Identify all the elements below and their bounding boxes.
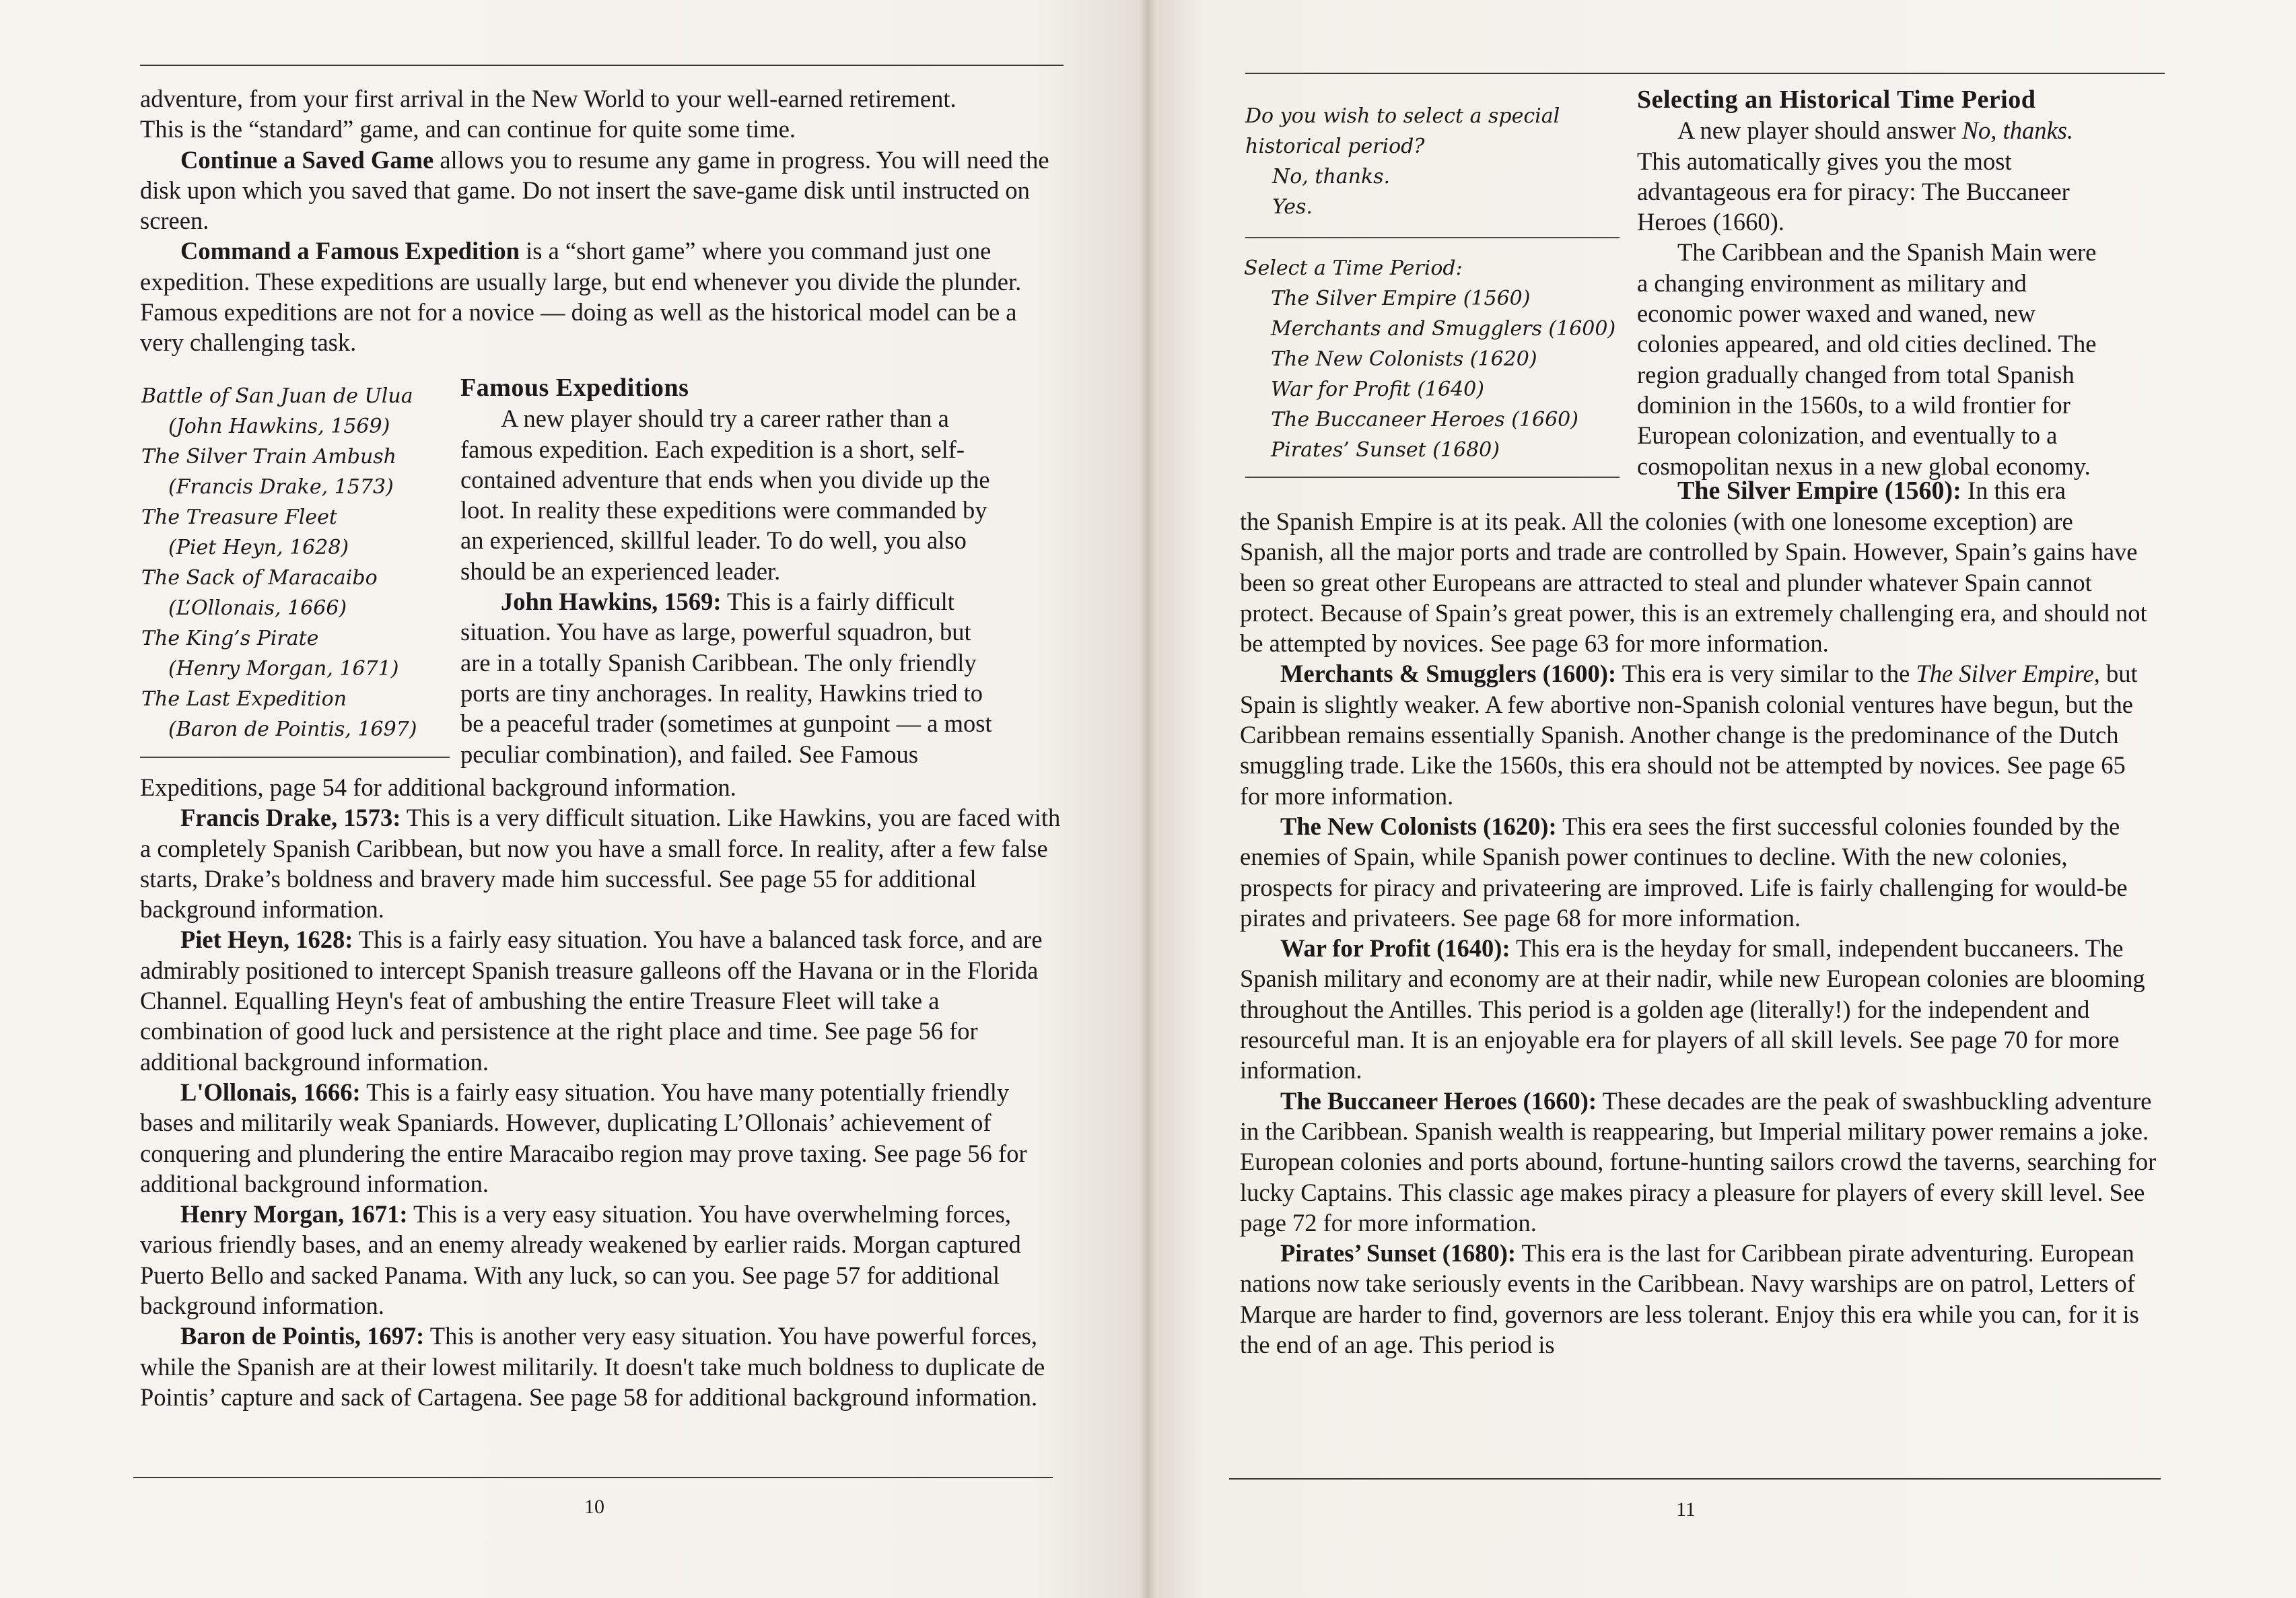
hawkins-text: This is a fairly difficult [721, 588, 954, 616]
morgan-paragraph [140, 1199, 1066, 1321]
silver-paragraph: the Spanish Empire is at its peak. All the colonies (with one lonesome exception) are Spanish, all the major ports and trade are controlled by Spain. However, Spain’s gains have been so great other Europeans are attracted to steal and plunder whatever Spain cannot protect. Because of Spain’s great power, this is an extremely challenging era, and should not be attempted by novices. See page 63 for more information. [1240, 508, 2147, 658]
command-text: is a “short game” where you command just one expedition. These expeditions are usually large, but end whenever you divide the plunder. Famous expeditions are not for a novice — doing as well as the historical model can be a very challenging task. [140, 237, 1022, 357]
famous-line: an experienced, skillful leader. To do well, you also [460, 526, 967, 555]
prompt-question: Do you wish to select a special [1245, 104, 1560, 128]
pointis-paragraph [140, 1321, 1066, 1412]
silver-first-line [1677, 475, 2176, 506]
intro-text: A new player should answer [1677, 116, 1962, 145]
sunset-heading: Pirates’ Sunset (1680): [1280, 1239, 1517, 1267]
intro-line: This is the “standard” game, and can continue for quite some time. [140, 115, 796, 143]
sidebar-rule [1245, 237, 1620, 238]
expedition-name: The Sack of Maracaibo [141, 566, 378, 590]
expedition-leader: (Piet Heyn, 1628) [168, 536, 349, 559]
buccaneer-text: These decades are the peak of swashbuckling adventure in the Caribbean. Spanish wealth is reappearing, but Imperial military power remains a joke. European colonies and ports abound, fortune-hunting sailors crowd the taverns, searching for lucky Captains. This classic age makes piracy a pleasure for players of every skill level. See page 72 for more information. [1240, 1086, 2157, 1237]
famous-column [460, 373, 1066, 769]
section-title: Selecting an Historical Time Period [1637, 85, 2036, 114]
expedition-leader: (Baron de Pointis, 1697) [168, 718, 417, 741]
caribbean-line: economic power waxed and waned, new [1637, 300, 2036, 328]
right-bottom-block [1240, 506, 2159, 1360]
heyn-paragraph [140, 924, 1066, 1076]
hawkins-line [460, 586, 1066, 617]
merchants-text: but Spain is slightly weaker. A few abortive non-Spanish colonial ventures have begun, but the Caribbean remains essentially Spanish. Another change is the predominance of the Dutch smuggling trade. Like the 1560s, this era should not be attempted by novices. See page 65 for more information. [1240, 660, 2138, 810]
page-number-left: 10 [584, 1496, 604, 1518]
command-paragraph [140, 236, 1066, 357]
period-option: Merchants and Smugglers (1600) [1271, 317, 1616, 341]
hawkins-line: be a peaceful trader (sometimes at gunpoint — a most [460, 709, 992, 738]
expedition-name: The Silver Train Ambush [141, 445, 396, 468]
command-heading: Command a Famous Expedition [180, 237, 520, 265]
expedition-name: The King’s Pirate [141, 627, 319, 650]
book-gutter [1138, 0, 1158, 1598]
caribbean-line: region gradually changed from total Spanish [1637, 360, 2075, 388]
ollonais-text: This is a fairly easy situation. You have many potentially friendly bases and militarily weak Spaniards. However, duplicating L’Ollonais’ achievement of conquering and plundering the entire Maracaibo region may prove taxing. See page 56 for additional background information. [140, 1078, 1027, 1197]
merchants-heading: Merchants & Smugglers (1600): [1280, 660, 1617, 688]
bottom-rule [1229, 1478, 2161, 1480]
period-menu-title: Select a Time Period: [1244, 256, 1463, 280]
expedition-leader: (Francis Drake, 1573) [168, 475, 394, 499]
caribbean-line: colonies appeared, and old cities declined. The [1637, 330, 2097, 358]
pointis-heading: Baron de Pointis, 1697: [180, 1322, 425, 1350]
silver-heading: The Silver Empire (1560): [1677, 477, 1961, 505]
drake-text: This is a very difficult situation. Like Hawkins, you are faced with a completely Spanish Caribbean, but now you have a small force. In reality, after a few false starts, Drake’s boldness and bravery made him successful. See page 55 for additional background information. [140, 804, 1061, 924]
caribbean-line: The Caribbean and the Spanish Main were [1677, 238, 2097, 267]
morgan-text: This is a very easy situation. You have overwhelming forces, various friendly bases, and an enemy already weakened by earlier raids. Morgan captured Puerto Bello and sacked Panama. With any luck, so can you. See page 57 for additional background information. [140, 1200, 1021, 1320]
intro-line: This automatically gives you the most [1637, 147, 2012, 175]
intro-line: adventure, from your first arrival in the New World to your well-earned retirement. [140, 85, 956, 112]
continue-text: allows you to resume any game in progress. You will need the disk upon which you saved that game. Do not insert the save-game disk until instructed on screen. [140, 145, 1049, 235]
sidebar-rule [1245, 477, 1620, 478]
period-option: Pirates’ Sunset (1680) [1271, 438, 1500, 462]
famous-line: A new player should try a career rather than a [501, 405, 949, 433]
ollonais-paragraph [140, 1077, 1066, 1199]
famous-line: famous expedition. Each expedition is a short, self- [460, 435, 965, 463]
page-number-right: 11 [1676, 1498, 1696, 1521]
continue-paragraph [140, 145, 1066, 236]
caribbean-line: a changing environment as military and [1637, 269, 2027, 297]
period-option: The New Colonists (1620) [1271, 347, 1537, 371]
expedition-list [141, 381, 451, 744]
period-menu [1244, 253, 1621, 465]
caribbean-line: cosmopolitan nexus in a new global economy. [1637, 452, 2091, 480]
continue-heading: Continue a Saved Game [180, 145, 434, 174]
prompt-option: Yes. [1272, 195, 1313, 219]
buccaneer-paragraph [1240, 1086, 2159, 1238]
famous-line: loot. In reality these expeditions were commanded by [460, 496, 987, 524]
expedition-leader: (L’Ollonais, 1666) [168, 596, 347, 620]
merchants-italic: The Silver Empire, [1916, 660, 2100, 688]
prompt-option: No, thanks. [1272, 165, 1391, 188]
famous-line: should be an experienced leader. [460, 557, 781, 585]
colonists-paragraph [1240, 811, 2159, 933]
profit-heading: War for Profit (1640): [1280, 934, 1510, 963]
heyn-heading: Piet Heyn, 1628: [180, 926, 353, 954]
famous-line: contained adventure that ends when you divide up the [460, 465, 990, 493]
merchants-paragraph [1240, 658, 2159, 810]
left-bottom-block [140, 772, 1066, 1412]
hawkins-tail: Expeditions, page 54 for additional background information. [140, 773, 736, 801]
prompt-question: historical period? [1245, 135, 1425, 158]
drake-paragraph [140, 802, 1066, 924]
intro-line: Heroes (1660). [1637, 208, 1784, 236]
colonists-heading: The New Colonists (1620): [1280, 812, 1557, 840]
ollonais-heading: L'Ollonais, 1666: [180, 1078, 361, 1106]
period-option: The Silver Empire (1560) [1271, 287, 1531, 310]
bottom-rule [133, 1477, 1053, 1478]
buccaneer-heading: The Buccaneer Heroes (1660): [1280, 1086, 1597, 1115]
heyn-text: This is a fairly easy situation. You have a balanced task force, and are admirably positioned to intercept Spanish treasure galleons off the Havana or in the Florida Channel. Equalling Heyn's feat of ambushing the entire Treasure Fleet will take a combination of good luck and persistence at the right place and time. See page 56 for additional background information. [140, 926, 1043, 1076]
hawkins-line: are in a totally Spanish Caribbean. The only friendly [460, 648, 977, 676]
expedition-leader: (Henry Morgan, 1671) [168, 657, 399, 681]
caribbean-line: dominion in the 1560s, to a wild frontier for [1637, 390, 2071, 419]
sunset-paragraph [1240, 1238, 2159, 1360]
intro-answer: No, thanks. [1961, 116, 2073, 145]
pointis-text: This is another very easy situation. You have powerful forces, while the Spanish are at their lowest militarily. It doesn't take much boldness to duplicate de Pointis’ capture and sack of Cartagena. See page 58 for additional background information. [140, 1322, 1045, 1411]
sidebar-rule [140, 757, 450, 758]
colonists-text: This era sees the first successful colonies founded by the enemies of Spain, while Spanish power continues to decline. With the new colonies, prospects for piracy and privateering are improved. Life is fairly challenging for would-be pirates and privateers. See page 68 for more information. [1240, 812, 2128, 932]
period-prompt [1245, 101, 1622, 222]
left-top-block [140, 83, 1066, 358]
expedition-leader: (John Hawkins, 1569) [168, 415, 390, 438]
period-option: War for Profit (1640) [1271, 378, 1484, 401]
period-option: The Buccaneer Heroes (1660) [1271, 408, 1578, 431]
profit-paragraph [1240, 933, 2159, 1085]
top-rule [140, 65, 1064, 66]
morgan-heading: Henry Morgan, 1671: [180, 1200, 408, 1228]
intro-line: advantageous era for piracy: The Buccaneer [1637, 177, 2070, 205]
famous-title: Famous Expeditions [460, 374, 689, 402]
expedition-name: The Treasure Fleet [141, 506, 337, 529]
expedition-name: The Last Expedition [141, 687, 347, 711]
hawkins-line: peculiar combination), and failed. See Famous [460, 740, 919, 768]
period-column [1637, 85, 2176, 481]
hawkins-line: ports are tiny anchorages. In reality, Hawkins tried to [460, 679, 983, 707]
hawkins-heading: John Hawkins, 1569: [501, 588, 722, 616]
intro-line [1637, 115, 2176, 145]
hawkins-line: situation. You have as large, powerful squadron, but [460, 618, 971, 646]
silver-text: In this era [1961, 477, 2066, 504]
expedition-name: Battle of San Juan de Ulua [141, 384, 413, 408]
caribbean-line: European colonization, and eventually to a [1637, 421, 2058, 450]
profit-text: This era is the heyday for small, independent buccaneers. The Spanish military and economy are at their nadir, while new European colonies are blooming throughout the Antilles. This period is a golden age (literally!) for the independent and resourceful man. It is an enjoyable era for players of all skill levels. See page 70 for more information. [1240, 934, 2145, 1084]
top-rule [1245, 73, 2165, 74]
merchants-text: This era is very similar to the [1616, 660, 1916, 688]
drake-heading: Francis Drake, 1573: [180, 804, 401, 832]
sunset-text: This era is the last for Caribbean pirate adventuring. European nations now take seriously events in the Caribbean. Navy warships are on patrol, Letters of Marque are harder to find, governors are less tolerant. Enjoy this era while you can, for it is the end of an age. This period is [1240, 1239, 2139, 1359]
